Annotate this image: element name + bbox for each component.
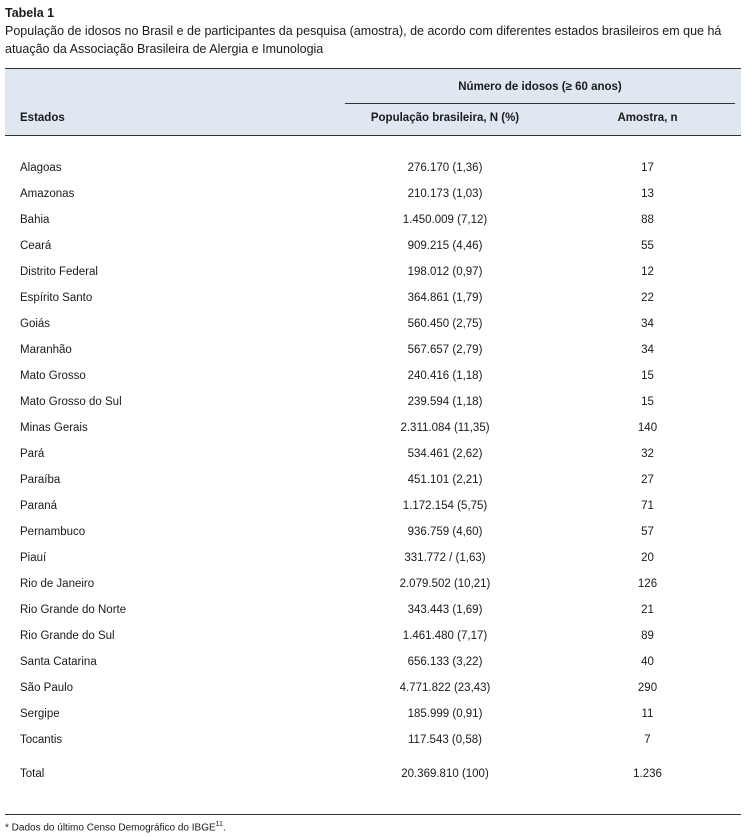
cell-estado: Minas Gerais bbox=[20, 422, 88, 434]
column-header-amostra: Amostra, n bbox=[617, 112, 678, 124]
cell-populacao: 1.172.154 (5,75) bbox=[402, 500, 488, 512]
cell-estado: Pará bbox=[20, 448, 45, 460]
cell-populacao: 198.012 (0,97) bbox=[407, 266, 483, 278]
cell-amostra: 27 bbox=[641, 474, 654, 486]
cell-populacao: 364.861 (1,79) bbox=[407, 292, 483, 304]
cell-amostra: 21 bbox=[641, 604, 654, 616]
table-row bbox=[5, 208, 741, 234]
cell-estado: Tocantis bbox=[20, 734, 63, 746]
table-row bbox=[5, 338, 741, 364]
cell-populacao: 1.450.009 (7,12) bbox=[402, 214, 488, 226]
cell-amostra: 55 bbox=[641, 240, 654, 252]
cell-amostra: 71 bbox=[641, 500, 654, 512]
cell-amostra: 12 bbox=[641, 266, 654, 278]
group-rule bbox=[345, 103, 735, 104]
table-row bbox=[5, 572, 741, 598]
cell-estado: Mato Grosso bbox=[20, 370, 86, 382]
table-row bbox=[5, 676, 741, 702]
cell-populacao: 210.173 (1,03) bbox=[407, 188, 483, 200]
cell-amostra: 88 bbox=[641, 214, 654, 226]
cell-estado: Sergipe bbox=[20, 708, 60, 720]
cell-populacao: 656.133 (3,22) bbox=[407, 656, 483, 668]
total-populacao: 20.369.810 (100) bbox=[401, 768, 489, 780]
header-rule bbox=[5, 135, 741, 136]
table-row bbox=[5, 260, 741, 286]
cell-estado: Espírito Santo bbox=[20, 292, 93, 304]
table-row bbox=[5, 182, 741, 208]
cell-amostra: 7 bbox=[644, 734, 651, 746]
cell-estado: Bahia bbox=[20, 214, 50, 226]
footnote-reference: 11 bbox=[215, 821, 223, 828]
cell-amostra: 126 bbox=[637, 578, 658, 590]
cell-populacao: 560.450 (2,75) bbox=[407, 318, 483, 330]
cell-estado: Paraná bbox=[20, 500, 58, 512]
cell-amostra: 22 bbox=[641, 292, 654, 304]
cell-populacao: 1.461.480 (7,17) bbox=[402, 630, 488, 642]
table-row bbox=[5, 468, 741, 494]
cell-populacao: 239.594 (1,18) bbox=[407, 396, 483, 408]
cell-amostra: 34 bbox=[641, 318, 654, 330]
table-row bbox=[5, 442, 741, 468]
table-row bbox=[5, 416, 741, 442]
bottom-rule bbox=[5, 814, 741, 815]
cell-estado: Santa Catarina bbox=[20, 656, 97, 668]
table-row bbox=[5, 624, 741, 650]
header-band bbox=[5, 69, 741, 135]
cell-estado: Alagoas bbox=[20, 162, 62, 174]
cell-populacao: 331.772 / (1,63) bbox=[404, 552, 486, 564]
column-header-estados: Estados bbox=[20, 112, 65, 124]
table-row bbox=[5, 702, 741, 728]
cell-amostra: 11 bbox=[641, 708, 654, 720]
cell-populacao: 343.443 (1,69) bbox=[407, 604, 483, 616]
cell-estado: Rio Grande do Norte bbox=[20, 604, 127, 616]
table-row bbox=[5, 234, 741, 260]
table-row bbox=[5, 494, 741, 520]
cell-populacao: 451.101 (2,21) bbox=[407, 474, 483, 486]
cell-amostra: 89 bbox=[641, 630, 654, 642]
cell-estado: Rio de Janeiro bbox=[20, 578, 95, 590]
total-label: Total bbox=[20, 768, 45, 780]
cell-estado: Ceará bbox=[20, 240, 52, 252]
table-caption bbox=[5, 4, 741, 58]
cell-amostra: 32 bbox=[641, 448, 654, 460]
cell-populacao: 117.543 (0,58) bbox=[408, 734, 482, 746]
column-group-header: Número de idosos (≥ 60 anos) bbox=[458, 81, 622, 93]
cell-estado: Goiás bbox=[20, 318, 51, 330]
cell-populacao: 567.657 (2,79) bbox=[407, 344, 483, 356]
table-footnote bbox=[5, 821, 226, 833]
cell-amostra: 15 bbox=[641, 396, 654, 408]
table-row bbox=[5, 546, 741, 572]
cell-populacao: 185.999 (0,91) bbox=[407, 708, 483, 720]
table-row bbox=[5, 598, 741, 624]
total-amostra: 1.236 bbox=[633, 768, 662, 780]
table-row bbox=[5, 286, 741, 312]
cell-populacao: 276.170 (1,36) bbox=[407, 162, 483, 174]
cell-estado: Distrito Federal bbox=[20, 266, 98, 278]
cell-populacao: 534.461 (2,62) bbox=[407, 448, 483, 460]
footnote-text: * Dados do último Censo Demográfico do IBGE bbox=[5, 822, 216, 834]
table-title: População de idosos no Brasil e de participantes da pesquisa (amostra), de acordo com diferentes estados brasileiros em que há atuação da Associação Brasileira de Alergia e Imunologia bbox=[5, 24, 722, 56]
cell-amostra: 15 bbox=[641, 370, 654, 382]
table-body bbox=[5, 156, 741, 754]
cell-estado: Amazonas bbox=[20, 188, 75, 200]
cell-amostra: 40 bbox=[641, 656, 654, 668]
table-row bbox=[5, 390, 741, 416]
cell-amostra: 140 bbox=[637, 422, 658, 434]
cell-estado: São Paulo bbox=[20, 682, 74, 694]
cell-populacao: 2.079.502 (10,21) bbox=[399, 578, 491, 590]
cell-estado: Rio Grande do Sul bbox=[20, 630, 115, 642]
column-header-populacao: População brasileira, N (%) bbox=[370, 112, 520, 124]
cell-amostra: 34 bbox=[641, 344, 654, 356]
cell-amostra: 290 bbox=[637, 682, 658, 694]
cell-populacao: 240.416 (1,18) bbox=[407, 370, 483, 382]
cell-amostra: 17 bbox=[641, 162, 654, 174]
table-row bbox=[5, 728, 741, 754]
cell-amostra: 13 bbox=[641, 188, 654, 200]
table-row bbox=[5, 520, 741, 546]
cell-estado: Pernambuco bbox=[20, 526, 86, 538]
cell-amostra: 57 bbox=[641, 526, 654, 538]
cell-amostra: 20 bbox=[641, 552, 654, 564]
table-row bbox=[5, 364, 741, 390]
table-row bbox=[5, 312, 741, 338]
cell-estado: Paraíba bbox=[20, 474, 61, 486]
table-row bbox=[5, 156, 741, 182]
table-label: Tabela 1 bbox=[5, 6, 55, 20]
cell-populacao: 909.215 (4,46) bbox=[407, 240, 483, 252]
cell-populacao: 936.759 (4,60) bbox=[407, 526, 483, 538]
cell-estado: Piauí bbox=[20, 552, 47, 564]
total-row bbox=[5, 762, 741, 788]
footnote-end: . bbox=[222, 822, 226, 834]
cell-populacao: 4.771.822 (23,43) bbox=[399, 682, 491, 694]
cell-estado: Maranhão bbox=[20, 344, 72, 356]
cell-estado: Mato Grosso do Sul bbox=[20, 396, 122, 408]
cell-populacao: 2.311.084 (11,35) bbox=[400, 422, 490, 434]
table-row bbox=[5, 650, 741, 676]
